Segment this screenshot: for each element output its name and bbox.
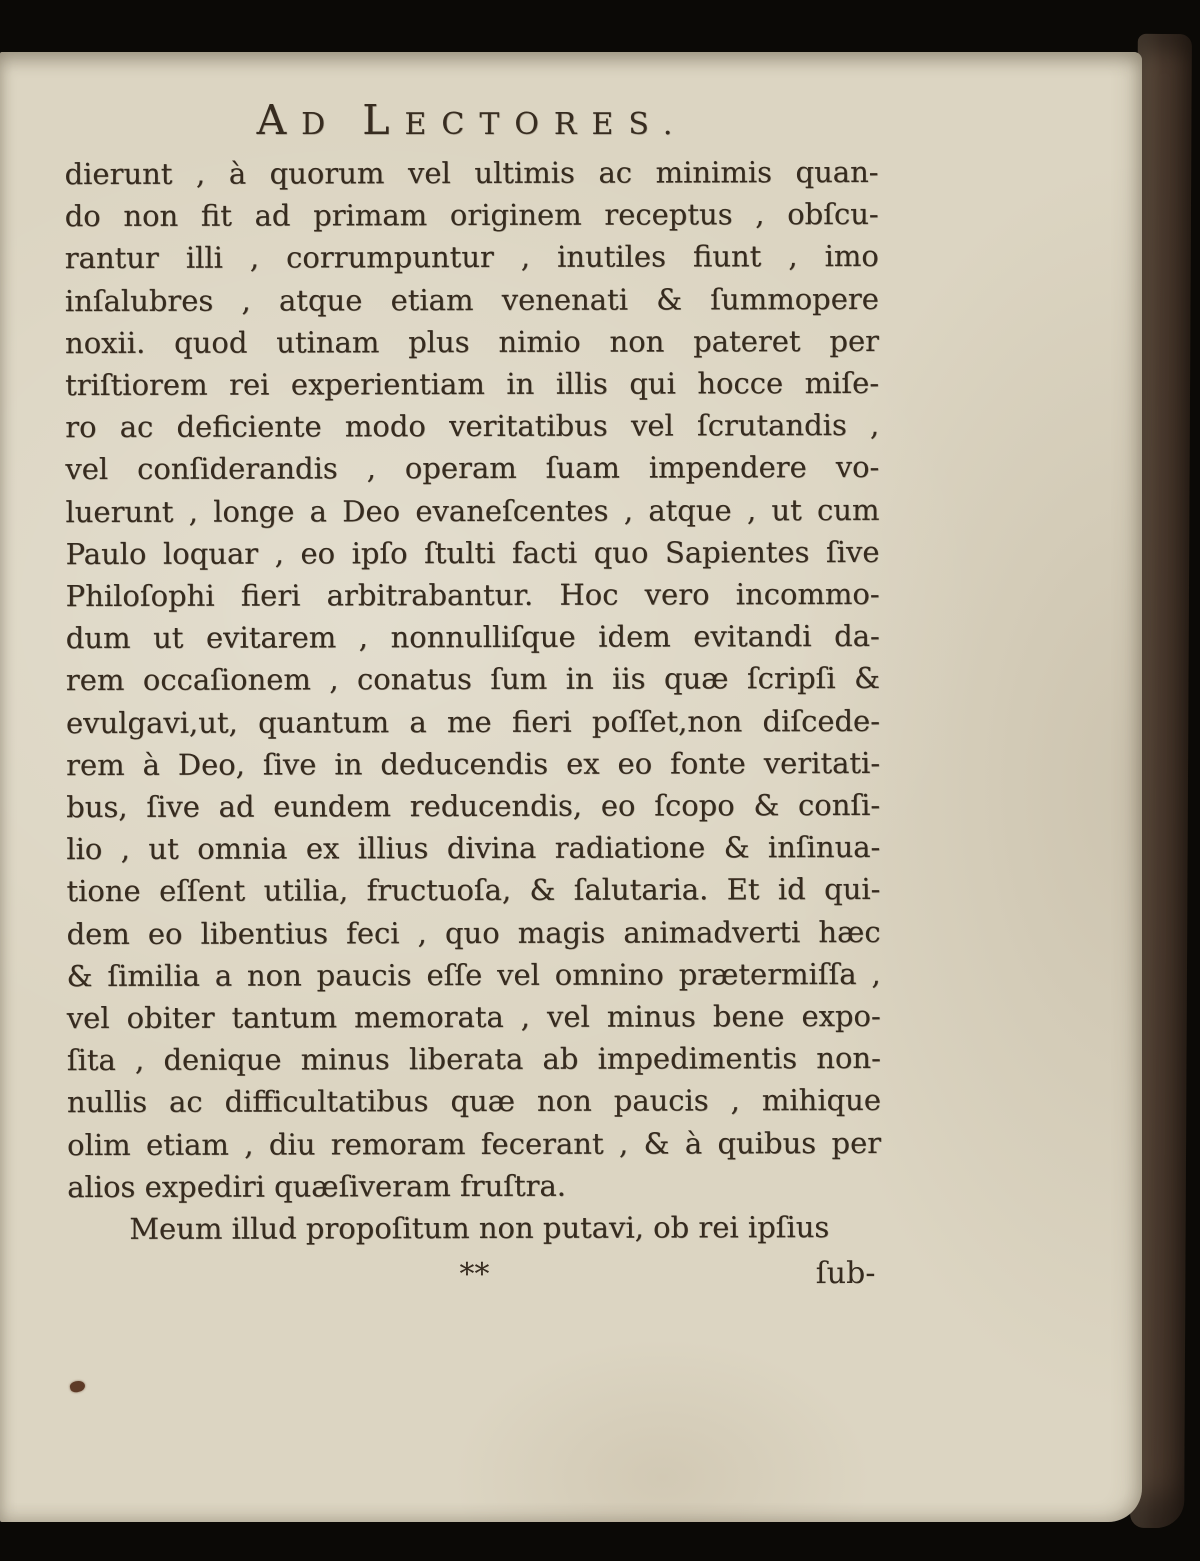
text-line: alios expediri quæſiveram fruſtra. xyxy=(67,1168,567,1204)
footer xyxy=(67,1252,881,1300)
header-initial-2: L xyxy=(362,96,405,144)
text-line: nullis ac difficultatibus quæ non paucis , mihique xyxy=(66,1083,882,1120)
text-line: vel conſiderandis , operam ſuam impendere vo- xyxy=(65,450,880,487)
text-line: rem à Deo, ſive in deducendis ex eo fonte veritati- xyxy=(66,745,881,782)
text-line: ſita , denique minus liberata ab impedimentis non- xyxy=(66,1041,881,1078)
ink-spot xyxy=(69,1380,86,1394)
text-line: bus, ſive ad eundem reducendis, eo ſcopo & conſi- xyxy=(66,787,881,825)
signature-mark: ** xyxy=(459,1257,490,1293)
text-line: ro ac deficiente modo veritatibus vel ſcrutandis , xyxy=(65,408,880,445)
text-line: lio , ut omnia ex illius divina radiatione & inſinua- xyxy=(66,830,881,867)
header-rest-1: D xyxy=(301,107,341,142)
text-line: Paulo loquar , eo ipſo ſtulti facti quo Sapientes ſive xyxy=(65,534,880,571)
body-text xyxy=(64,151,881,1300)
scanned-page xyxy=(0,52,1142,1522)
text-line: dum ut evitarem , nonnulliſque idem evitandi da- xyxy=(65,619,880,656)
text-line: olim etiam , diu remoram fecerant , & à quibus per xyxy=(67,1125,882,1162)
text-line: dierunt , à quorum vel ultimis ac minimis quan- xyxy=(64,154,879,192)
text-line: do non fit ad primam originem receptus , obſcu- xyxy=(64,197,879,234)
text-line: & ſimilia a non paucis eſſe vel omnino prætermiſſa , xyxy=(66,956,881,993)
catchword: ſub- xyxy=(815,1256,876,1292)
header-rest-2: ECTORES. xyxy=(404,107,688,142)
text-line: rem occaſionem , conatus ſum in iis quæ ſcripſi & xyxy=(65,661,880,698)
text-line: Philoſophi fieri arbitrabantur. Hoc vero incommo- xyxy=(65,576,880,614)
text-line: vel obiter tantum memorata , vel minus bene expo- xyxy=(66,998,881,1036)
text-line: triſtiorem rei experientiam in illis qui hocce miſe- xyxy=(65,365,880,403)
text-line: noxii. quod utinam plus nimio non pateret per xyxy=(64,323,880,360)
text-line: tione eſſent utilia, fructuoſa, & ſalutaria. Et id qui- xyxy=(66,872,881,909)
text-line: dem eo libentius feci , quo magis animadverti hæc xyxy=(66,914,881,951)
text-line: Meum illud propoſitum non putavi, ob rei ipſius xyxy=(129,1210,830,1246)
header-initial-1: A xyxy=(256,96,302,144)
text-line: luerunt , longe a Deo evaneſcentes , atque , ut cum xyxy=(65,492,880,529)
text-line: inſalubres , atque etiam venenati & ſummopere xyxy=(64,281,879,318)
text-line: evulgavi,ut, quantum a me fieri poſſet,non diſcede- xyxy=(65,703,881,740)
page-header xyxy=(66,96,878,144)
text-line: rantur illi , corrumpuntur , inutiles fiunt , imo xyxy=(64,239,879,276)
